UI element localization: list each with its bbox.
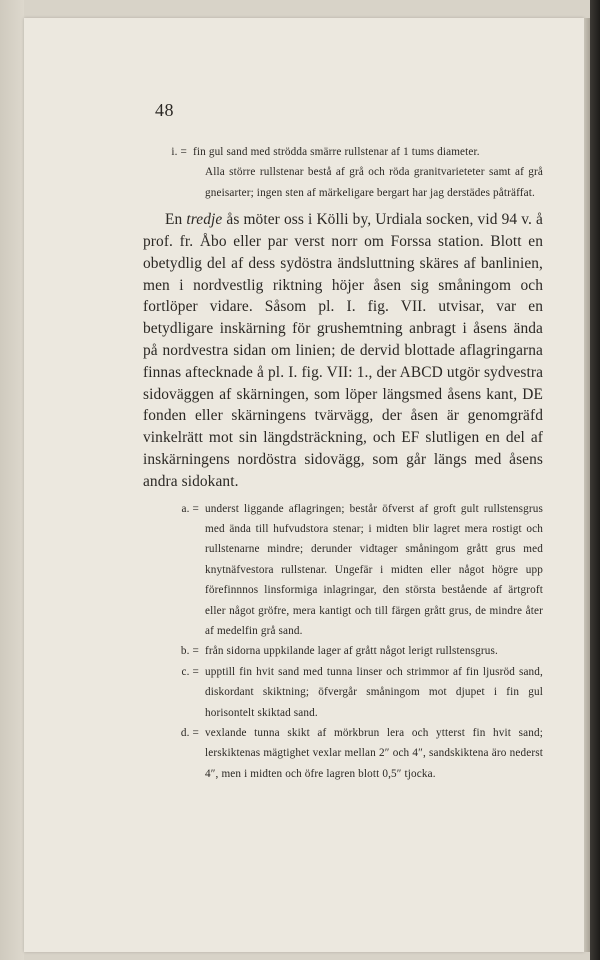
layer-c <box>143 662 543 723</box>
layer-a-label: a. = <box>181 502 199 515</box>
layer-b-label: b. = <box>180 645 199 658</box>
layer-c-text: upptill fin hvit sand med tunna linser och strimmor af fin ljusröd sand, diskordant skiktning; öfvergår småningom mot djupet i fin gul horisontelt skiktad sand. <box>205 665 543 719</box>
layer-a <box>143 499 543 642</box>
main-paragraph <box>143 209 543 492</box>
layer-b <box>143 641 543 661</box>
layer-d-label: d. = <box>180 727 199 740</box>
scan-right-border <box>590 0 600 960</box>
scan-left-margin <box>0 0 24 960</box>
section-i-note <box>143 162 543 203</box>
layer-c-label: c. = <box>181 665 199 678</box>
layer-d-text: vexlande tunna skikt af mörkbrun lera och ytterst fin hvit sand; lerskiktenas mägtighet vexlar mellan 2″ och 4″, sandskiktena äro nederst 4″, men i midten och öfre lagren blott 0,5″ tjocka. <box>205 727 543 780</box>
page-number: 48 <box>155 100 174 120</box>
section-i-text: fin gul sand med strödda smärre rullstenar af 1 tums diameter. <box>193 146 480 158</box>
main-paragraph-emphasis: tredje <box>186 211 223 229</box>
layer-d <box>143 723 543 784</box>
section-i-label: i. = <box>171 146 187 158</box>
main-paragraph-lead: En <box>165 211 183 229</box>
layer-b-text: från sidorna uppkilande lager af grått något lerigt rullstensgrus. <box>205 645 498 658</box>
book-page <box>24 18 584 952</box>
main-paragraph-text: ås möter oss i Kölli by, Urdiala socken, vid 94 v. å prof. fr. Åbo eller par verst norr om Forssa station. Blott en obetydlig del af dess sydöstra ändsluttning skäres af banlinien, men i nordvestlig riktning höjer åsen sig småningom och fortlöper vidare. Såsom pl. I. fig. VII. utvisar, var en betydligare inskärning för grushemtning anbragt i åsens ända på nordvestra sidan om linien; de dervid blottade aflagringarna finnas aftecknade å pl. I. fig. VII: 1., der ABCD utgör sydvestra sidoväggen af skärningen, som löper längsmed åsens kant, DE fonden eller skärningens tvärvägg, der åsen är genomgräfd vinkelrätt mot sin längdsträckning, och EF slutligen en del af inskärningens nordöstra sidovägg, som går längs med åsens andra sidokant. <box>143 211 543 490</box>
section-i <box>143 142 543 162</box>
page-content <box>143 142 543 784</box>
section-i-note-text: Alla större rullstenar bestå af grå och röda granitvarieteter samt af grå gneisarter; ingen sten af märkeligare bergart har jag derstädes påträffat. <box>205 166 543 199</box>
layer-a-text: underst liggande aflagringen; består öfverst af groft gult rullstensgrus med ända till hufvudstora stenar; i midten blir lagret mera rostigt och rullstenarne mindre; derunder vidtager småningom grått grus med knytnäfvestora rullstenar. Ungefär i midten eller något högre upp förefinnnos linsformiga inlagringar, den största bestående af ärtgroft eller något gröfre, mera kantigt och till färgen grått grus, de mindre åter af medelfin grå sand. <box>205 502 543 638</box>
